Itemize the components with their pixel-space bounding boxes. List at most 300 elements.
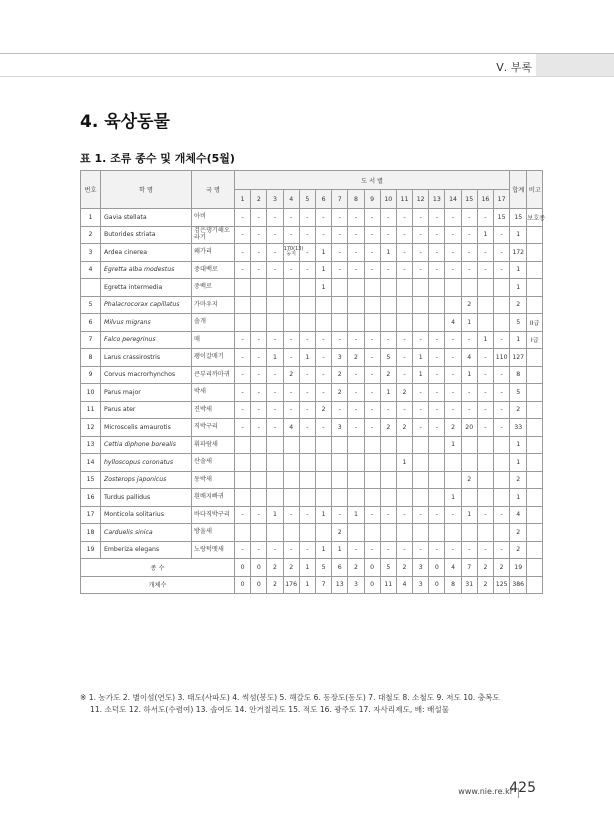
table-body bbox=[81, 209, 546, 559]
island-count: - bbox=[413, 506, 429, 524]
korean-name: 중대백로 bbox=[192, 261, 235, 279]
row-note bbox=[527, 454, 543, 472]
island-count: - bbox=[251, 209, 267, 227]
island-count: 2 bbox=[461, 471, 477, 489]
island-number: 3 bbox=[267, 190, 283, 209]
island-count bbox=[413, 471, 429, 489]
row-note bbox=[527, 384, 543, 402]
island-count: - bbox=[348, 541, 364, 559]
row-number: 2 bbox=[81, 226, 101, 244]
individual-count: 3 bbox=[348, 576, 364, 594]
island-count bbox=[251, 436, 267, 454]
island-count: - bbox=[299, 209, 315, 227]
individual-count: 11 bbox=[380, 576, 396, 594]
island-count: - bbox=[283, 384, 299, 402]
island-count: 5 bbox=[380, 349, 396, 367]
island-count bbox=[235, 279, 251, 297]
island-count: - bbox=[332, 209, 348, 227]
header-rule-bottom bbox=[0, 76, 614, 77]
row-note bbox=[527, 419, 543, 437]
island-count: - bbox=[332, 226, 348, 244]
island-count: 2 bbox=[315, 401, 331, 419]
island-count bbox=[315, 314, 331, 332]
island-count bbox=[251, 454, 267, 472]
island-count: - bbox=[364, 541, 380, 559]
table-row bbox=[81, 366, 543, 384]
island-count: - bbox=[445, 244, 461, 262]
scientific-name: Falco peregrinus bbox=[101, 331, 192, 349]
island-count bbox=[380, 489, 396, 507]
row-total: 15 bbox=[510, 209, 527, 227]
row-note bbox=[527, 401, 543, 419]
island-count: - bbox=[332, 401, 348, 419]
island-number: 1 bbox=[235, 190, 251, 209]
island-count: - bbox=[283, 401, 299, 419]
species-count: 2 bbox=[396, 559, 412, 577]
species-count-row bbox=[81, 559, 543, 577]
island-count: - bbox=[251, 384, 267, 402]
table-row bbox=[81, 384, 543, 402]
island-count bbox=[413, 454, 429, 472]
island-count: - bbox=[461, 401, 477, 419]
island-count: - bbox=[413, 541, 429, 559]
row-number: 16 bbox=[81, 489, 101, 507]
island-count: - bbox=[235, 209, 251, 227]
island-count: - bbox=[413, 226, 429, 244]
island-count bbox=[380, 314, 396, 332]
island-count: 1 bbox=[299, 349, 315, 367]
island-count: - bbox=[396, 261, 412, 279]
korean-name: 진박새 bbox=[192, 401, 235, 419]
island-count bbox=[461, 454, 477, 472]
row-total: 1 bbox=[510, 331, 527, 349]
table-row bbox=[81, 541, 543, 559]
island-count bbox=[413, 314, 429, 332]
island-number: 12 bbox=[413, 190, 429, 209]
island-count: - bbox=[235, 366, 251, 384]
island-count: - bbox=[267, 261, 283, 279]
island-count bbox=[380, 436, 396, 454]
scientific-name: Cettia diphone borealis bbox=[101, 436, 192, 454]
island-count: - bbox=[445, 261, 461, 279]
island-count: 1 bbox=[315, 261, 331, 279]
island-count bbox=[332, 454, 348, 472]
island-count: 2 bbox=[461, 296, 477, 314]
island-count: 1 bbox=[445, 436, 461, 454]
island-count: - bbox=[315, 384, 331, 402]
island-count: - bbox=[477, 384, 493, 402]
island-count: - bbox=[429, 226, 445, 244]
table-row bbox=[81, 401, 543, 419]
island-count: - bbox=[348, 419, 364, 437]
table-row bbox=[81, 226, 543, 244]
island-count bbox=[494, 471, 510, 489]
island-count: - bbox=[396, 244, 412, 262]
island-count: - bbox=[267, 401, 283, 419]
row-total: 2 bbox=[510, 524, 527, 542]
individual-count: 1 bbox=[299, 576, 315, 594]
island-count: 2 bbox=[445, 419, 461, 437]
island-count bbox=[283, 454, 299, 472]
island-count: 2 bbox=[283, 366, 299, 384]
island-count: - bbox=[445, 384, 461, 402]
island-count: - bbox=[429, 419, 445, 437]
island-count: - bbox=[332, 244, 348, 262]
island-count bbox=[235, 471, 251, 489]
island-count bbox=[283, 471, 299, 489]
island-count: - bbox=[494, 366, 510, 384]
island-count: - bbox=[396, 506, 412, 524]
island-count: - bbox=[348, 331, 364, 349]
island-count: - bbox=[267, 384, 283, 402]
table-row bbox=[81, 454, 543, 472]
island-count: - bbox=[429, 244, 445, 262]
island-count: - bbox=[445, 349, 461, 367]
island-count: - bbox=[445, 209, 461, 227]
island-count: - bbox=[251, 349, 267, 367]
korean-name: 매 bbox=[192, 331, 235, 349]
island-count: 1 bbox=[348, 506, 364, 524]
island-count: 1 bbox=[315, 506, 331, 524]
island-count: 15 bbox=[494, 209, 510, 227]
island-count: 4 bbox=[283, 419, 299, 437]
bird-table bbox=[80, 170, 546, 594]
table-row bbox=[81, 471, 543, 489]
island-count: - bbox=[413, 419, 429, 437]
island-count bbox=[396, 471, 412, 489]
chapter-tab-bar bbox=[536, 54, 614, 76]
island-count: - bbox=[251, 541, 267, 559]
island-count: - bbox=[380, 506, 396, 524]
island-count: 1 bbox=[380, 384, 396, 402]
island-count bbox=[461, 489, 477, 507]
scientific-name: Gavia stellata bbox=[101, 209, 192, 227]
island-number: 4 bbox=[283, 190, 299, 209]
island-count: - bbox=[364, 506, 380, 524]
species-count: 0 bbox=[429, 559, 445, 577]
island-count: - bbox=[315, 209, 331, 227]
island-count bbox=[267, 489, 283, 507]
row-number: 19 bbox=[81, 541, 101, 559]
island-count bbox=[267, 314, 283, 332]
header-no: 번호 bbox=[81, 171, 101, 209]
island-count bbox=[348, 314, 364, 332]
island-count bbox=[315, 436, 331, 454]
island-count: - bbox=[461, 244, 477, 262]
island-count bbox=[445, 524, 461, 542]
island-count bbox=[267, 279, 283, 297]
row-number: 10 bbox=[81, 384, 101, 402]
island-count: 1 bbox=[267, 349, 283, 367]
island-count: - bbox=[251, 226, 267, 244]
island-count: - bbox=[461, 541, 477, 559]
island-count bbox=[461, 524, 477, 542]
island-count: - bbox=[299, 226, 315, 244]
island-count: - bbox=[332, 261, 348, 279]
row-number: 8 bbox=[81, 349, 101, 367]
island-count: - bbox=[364, 226, 380, 244]
island-count: - bbox=[494, 401, 510, 419]
row-number: 7 bbox=[81, 331, 101, 349]
island-count: 1 bbox=[477, 226, 493, 244]
island-count bbox=[445, 471, 461, 489]
island-count: - bbox=[283, 541, 299, 559]
island-count: - bbox=[235, 244, 251, 262]
island-count: 4 bbox=[445, 314, 461, 332]
island-count bbox=[235, 489, 251, 507]
island-count: - bbox=[445, 541, 461, 559]
island-count bbox=[494, 279, 510, 297]
island-count: - bbox=[494, 261, 510, 279]
island-count bbox=[429, 436, 445, 454]
island-count: 1 bbox=[332, 541, 348, 559]
korean-name: 휘파람새 bbox=[192, 436, 235, 454]
island-count bbox=[364, 489, 380, 507]
scientific-name: Ardea cinerea bbox=[101, 244, 192, 262]
island-count bbox=[348, 436, 364, 454]
island-count: - bbox=[477, 366, 493, 384]
scientific-name: Turdus pallidus bbox=[101, 489, 192, 507]
species-count: 0 bbox=[364, 559, 380, 577]
island-count bbox=[396, 296, 412, 314]
row-number: 12 bbox=[81, 419, 101, 437]
island-count: - bbox=[251, 244, 267, 262]
island-count bbox=[299, 314, 315, 332]
island-count: - bbox=[267, 366, 283, 384]
island-count bbox=[477, 524, 493, 542]
row-total: 2 bbox=[510, 401, 527, 419]
island-count: - bbox=[283, 209, 299, 227]
row-number: 6 bbox=[81, 314, 101, 332]
row-number: 13 bbox=[81, 436, 101, 454]
island-count: - bbox=[380, 209, 396, 227]
island-count: - bbox=[299, 419, 315, 437]
island-count: - bbox=[364, 366, 380, 384]
island-count bbox=[348, 454, 364, 472]
island-count bbox=[494, 524, 510, 542]
scientific-name: Larus crassirostris bbox=[101, 349, 192, 367]
island-count: - bbox=[251, 419, 267, 437]
row-note bbox=[527, 296, 543, 314]
row-total: 2 bbox=[510, 296, 527, 314]
island-count: - bbox=[299, 261, 315, 279]
island-count bbox=[348, 279, 364, 297]
island-count: - bbox=[364, 384, 380, 402]
island-count: - bbox=[251, 506, 267, 524]
island-count bbox=[477, 314, 493, 332]
count-total: 386 bbox=[510, 576, 527, 594]
island-count: 1 bbox=[413, 349, 429, 367]
island-count bbox=[477, 471, 493, 489]
row-number bbox=[81, 279, 101, 297]
island-count: - bbox=[396, 366, 412, 384]
individual-count: 125 bbox=[494, 576, 510, 594]
scientific-name: Egretta intermedia bbox=[101, 279, 192, 297]
island-count: - bbox=[413, 384, 429, 402]
island-count bbox=[461, 436, 477, 454]
island-count: - bbox=[235, 261, 251, 279]
individual-count: 0 bbox=[251, 576, 267, 594]
island-count: - bbox=[429, 384, 445, 402]
island-count: - bbox=[413, 261, 429, 279]
scientific-name: Phalacrocorax capillatus bbox=[101, 296, 192, 314]
island-count: - bbox=[299, 541, 315, 559]
island-count: - bbox=[494, 419, 510, 437]
island-count: - bbox=[429, 541, 445, 559]
island-count bbox=[267, 436, 283, 454]
island-count bbox=[348, 471, 364, 489]
island-count bbox=[413, 489, 429, 507]
species-count: 7 bbox=[461, 559, 477, 577]
row-total: 33 bbox=[510, 419, 527, 437]
island-count bbox=[315, 454, 331, 472]
header-islands: 도 서 별 bbox=[235, 171, 510, 190]
island-count bbox=[364, 471, 380, 489]
scientific-name: Milvus migrans bbox=[101, 314, 192, 332]
island-count: - bbox=[429, 331, 445, 349]
island-count bbox=[283, 489, 299, 507]
island-count bbox=[283, 436, 299, 454]
table-row bbox=[81, 436, 543, 454]
island-count bbox=[251, 524, 267, 542]
island-count: - bbox=[461, 209, 477, 227]
island-count: - bbox=[461, 331, 477, 349]
table-row bbox=[81, 279, 543, 297]
island-count bbox=[283, 524, 299, 542]
species-count: 4 bbox=[445, 559, 461, 577]
row-total: 1 bbox=[510, 226, 527, 244]
island-count bbox=[445, 296, 461, 314]
scientific-name: Corvus macrorhynchos bbox=[101, 366, 192, 384]
island-count: - bbox=[429, 366, 445, 384]
island-count: - bbox=[477, 209, 493, 227]
individual-count: 0 bbox=[235, 576, 251, 594]
island-count bbox=[251, 314, 267, 332]
korean-name: 검은댕기해오라기 bbox=[192, 226, 235, 244]
island-count bbox=[494, 489, 510, 507]
island-count bbox=[299, 454, 315, 472]
species-count: 5 bbox=[380, 559, 396, 577]
island-count: - bbox=[461, 226, 477, 244]
row-number: 17 bbox=[81, 506, 101, 524]
island-count: - bbox=[445, 226, 461, 244]
island-count: - bbox=[235, 541, 251, 559]
island-count bbox=[445, 279, 461, 297]
island-count: - bbox=[364, 331, 380, 349]
row-total: 1 bbox=[510, 261, 527, 279]
island-count bbox=[364, 454, 380, 472]
island-count: - bbox=[396, 349, 412, 367]
island-count bbox=[461, 279, 477, 297]
island-count: 1 bbox=[477, 331, 493, 349]
island-count: 3 bbox=[332, 419, 348, 437]
island-count: 110 bbox=[494, 349, 510, 367]
species-count: 2 bbox=[267, 559, 283, 577]
row-note bbox=[527, 471, 543, 489]
island-count: - bbox=[299, 401, 315, 419]
island-count bbox=[494, 314, 510, 332]
species-count: 2 bbox=[348, 559, 364, 577]
korean-name: 솔개 bbox=[192, 314, 235, 332]
header-scientific-name: 학 명 bbox=[101, 171, 192, 209]
island-count bbox=[251, 296, 267, 314]
row-note bbox=[527, 524, 543, 542]
row-total: 2 bbox=[510, 471, 527, 489]
table-row bbox=[81, 419, 543, 437]
korean-name: 중백로 bbox=[192, 279, 235, 297]
island-count: - bbox=[299, 506, 315, 524]
row-number: 15 bbox=[81, 471, 101, 489]
island-count: - bbox=[299, 244, 315, 262]
island-count: - bbox=[380, 261, 396, 279]
island-count: 1 bbox=[380, 244, 396, 262]
island-count: - bbox=[348, 226, 364, 244]
island-count: 1 bbox=[413, 366, 429, 384]
island-number: 17 bbox=[494, 190, 510, 209]
row-number: 18 bbox=[81, 524, 101, 542]
island-count: - bbox=[396, 331, 412, 349]
island-count: - bbox=[477, 244, 493, 262]
header-note: 비고 bbox=[527, 171, 543, 209]
row-total: 127 bbox=[510, 349, 527, 367]
scientific-name: Monticola solitarius bbox=[101, 506, 192, 524]
island-count bbox=[251, 279, 267, 297]
island-count bbox=[332, 471, 348, 489]
island-number: 9 bbox=[364, 190, 380, 209]
island-count bbox=[477, 279, 493, 297]
island-count: - bbox=[364, 244, 380, 262]
row-total: 2 bbox=[510, 541, 527, 559]
island-count: - bbox=[429, 401, 445, 419]
korean-name: 흰배지빠귀 bbox=[192, 489, 235, 507]
individual-count: 2 bbox=[477, 576, 493, 594]
island-count: - bbox=[332, 506, 348, 524]
island-count: - bbox=[251, 366, 267, 384]
korean-name: 노랑턱멧새 bbox=[192, 541, 235, 559]
island-count bbox=[235, 296, 251, 314]
island-count: - bbox=[267, 331, 283, 349]
island-number: 6 bbox=[315, 190, 331, 209]
island-count bbox=[494, 436, 510, 454]
row-total: 1 bbox=[510, 454, 527, 472]
island-count: 4 bbox=[461, 349, 477, 367]
row-total: 4 bbox=[510, 506, 527, 524]
island-count: - bbox=[429, 349, 445, 367]
island-count bbox=[413, 279, 429, 297]
island-count bbox=[315, 489, 331, 507]
header-total: 합계 bbox=[510, 171, 527, 209]
island-count bbox=[299, 524, 315, 542]
island-count: 2 bbox=[380, 366, 396, 384]
island-count bbox=[380, 296, 396, 314]
island-number: 8 bbox=[348, 190, 364, 209]
island-count: - bbox=[396, 226, 412, 244]
island-count bbox=[235, 454, 251, 472]
island-count: - bbox=[267, 244, 283, 262]
individual-count: 2 bbox=[267, 576, 283, 594]
island-count: 2 bbox=[396, 419, 412, 437]
island-count bbox=[477, 296, 493, 314]
island-count: 2 bbox=[396, 384, 412, 402]
header-korean-name: 국 명 bbox=[192, 171, 235, 209]
island-count bbox=[380, 454, 396, 472]
individual-count: 31 bbox=[461, 576, 477, 594]
row-number: 9 bbox=[81, 366, 101, 384]
island-count bbox=[251, 471, 267, 489]
island-count: 1 bbox=[461, 314, 477, 332]
island-count bbox=[477, 489, 493, 507]
footnote bbox=[80, 692, 550, 716]
